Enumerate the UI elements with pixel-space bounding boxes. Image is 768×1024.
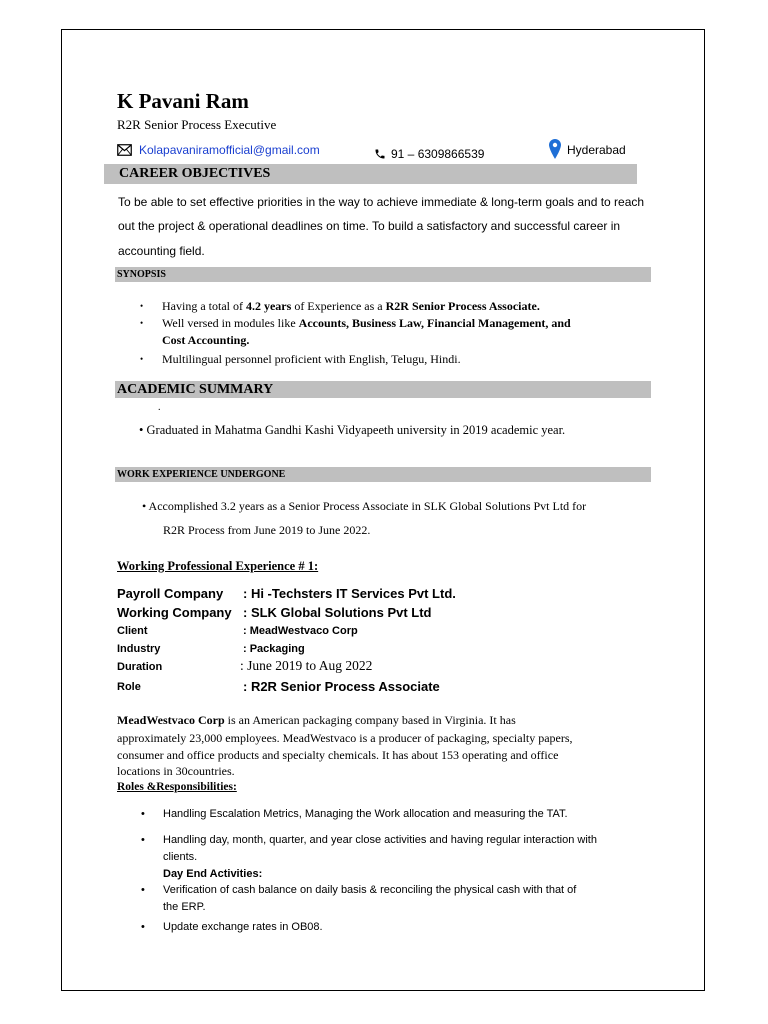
roles-bullet-1: • — [141, 808, 145, 820]
synopsis-heading-bar — [115, 267, 651, 282]
career-line-1: To be able to set effective priorities in the way to achieve immediate & long-term goals and to reach — [118, 195, 645, 209]
candidate-title: R2R Senior Process Executive — [117, 117, 277, 132]
email-link[interactable]: Kolapavaniramofficial@gmail.com — [139, 143, 320, 157]
client-value: : MeadWestvaco Corp — [243, 625, 358, 637]
mail-icon — [117, 143, 132, 161]
role-label: Role — [117, 681, 141, 693]
location-pin-icon — [549, 139, 561, 164]
roles-item-4: Update exchange rates in OB08. — [163, 921, 323, 933]
work-line-2: R2R Process from June 2019 to June 2022. — [163, 523, 371, 537]
career-line-2: out the project & operational deadlines on time. To build a satisfactory and successful career in — [118, 219, 621, 233]
working-company-value: : SLK Global Solutions Pvt Ltd — [243, 605, 432, 620]
duration-value: : June 2019 to Aug 2022 — [240, 658, 373, 673]
client-label: Client — [117, 625, 148, 637]
company-line-1: MeadWestvaco Corp is an American packaging company based in Virginia. It has — [117, 713, 516, 727]
payroll-label: Payroll Company — [117, 586, 224, 601]
synopsis-heading: SYNOPSIS — [117, 269, 166, 280]
career-heading: CAREER OBJECTIVES — [119, 166, 271, 181]
industry-value: : Packaging — [243, 643, 305, 655]
work-line-1: • Accomplished 3.2 years as a Senior Process Associate in SLK Global Solutions Pvt Ltd for — [142, 499, 587, 513]
roles-bullet-3: • — [141, 884, 145, 896]
phone-icon — [374, 147, 386, 165]
working-company-label: Working Company — [117, 605, 232, 620]
roles-bullet-2: • — [141, 834, 145, 846]
roles-item-1: Handling Escalation Metrics, Managing the Work allocation and measuring the TAT. — [163, 808, 568, 820]
roles-item-3a: Verification of cash balance on daily basis & reconciling the physical cash with that of — [163, 884, 577, 896]
career-line-3: accounting field. — [118, 244, 205, 258]
work-heading: WORK EXPERIENCE UNDERGONE — [117, 469, 286, 480]
synopsis-list — [140, 298, 571, 368]
academic-line: • Graduated in Mahatma Gandhi Kashi Vidyapeeth university in 2019 academic year. — [139, 423, 566, 437]
day-end-heading: Day End Activities: — [163, 868, 263, 880]
company-line-3: consumer and office products and specialty chemicals. It has about 153 operating and office — [117, 748, 559, 762]
role-value: : R2R Senior Process Associate — [243, 679, 440, 694]
company-line-4: locations in 30countries. — [117, 764, 235, 778]
location-text: Hyderabad — [567, 143, 626, 157]
roles-item-2a: Handling day, month, quarter, and year close activities and having regular interaction with — [163, 834, 597, 846]
roles-bullet-4: • — [141, 921, 145, 933]
roles-item-3b: the ERP. — [163, 901, 206, 913]
roles-item-2b: clients. — [163, 851, 198, 863]
industry-label: Industry — [117, 643, 161, 655]
duration-label: Duration — [117, 661, 163, 673]
synopsis-item: • Multilingual personnel proficient with English, Telugu, Hindi. — [140, 351, 571, 368]
synopsis-item: • Having a total of 4.2 years of Experience as a R2R Senior Process Associate. — [140, 298, 571, 315]
phone-number: 91 – 6309866539 — [391, 147, 485, 161]
roles-heading: Roles &Responsibilities: — [117, 781, 237, 793]
academic-dot: . — [158, 402, 161, 413]
experience-heading: Working Professional Experience # 1: — [117, 559, 319, 573]
synopsis-item: • Well versed in modules like Accounts, Business Law, Financial Management, and Cost Accounting. — [140, 315, 571, 349]
company-line-2: approximately 23,000 employees. MeadWestvaco is a producer of packaging, specialty papers, — [117, 731, 573, 745]
academic-heading: ACADEMIC SUMMARY — [117, 382, 274, 397]
candidate-name: K Pavani Ram — [117, 89, 249, 113]
payroll-value: : Hi -Techsters IT Services Pvt Ltd. — [243, 586, 456, 601]
